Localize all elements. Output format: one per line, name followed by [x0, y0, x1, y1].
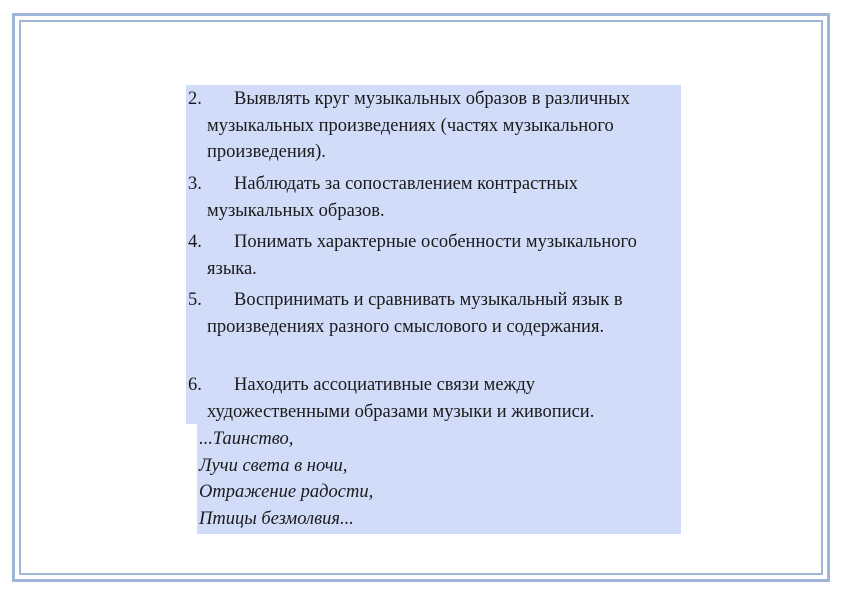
list-item-number: 5. — [188, 290, 202, 310]
list-item-text: Находить ассоциативные связи между художественными образами музыки и живописи. — [207, 375, 595, 422]
list-item-2 — [186, 86, 681, 166]
list-item-number: 2. — [188, 89, 202, 109]
poem-line: ...Таинство, — [199, 429, 294, 449]
list-item-6 — [186, 372, 681, 425]
list-item-text: Воспринимать и сравнивать музыкальный язык в произведениях разного смыслового и содержания. — [207, 290, 623, 337]
poem — [199, 426, 373, 532]
list-item-4 — [186, 229, 681, 282]
poem-line: Лучи света в ночи, — [199, 455, 348, 476]
list-item-5 — [186, 287, 681, 340]
list-item-number: 3. — [188, 174, 202, 194]
poem-line: Птицы безмолвия... — [199, 508, 354, 529]
list-item-3 — [186, 171, 681, 224]
list-item-text: Выявлять круг музыкальных образов в различных музыкальных произведениях (частях музыкального произведения). — [207, 89, 630, 162]
list-item-text: Наблюдать за сопоставлением контрастных музыкальных образов. — [207, 174, 579, 221]
poem-line: Отражение радости, — [199, 482, 374, 502]
list-item-text: Понимать характерные особенности музыкального языка. — [207, 232, 637, 279]
list-item-number: 6. — [188, 375, 202, 395]
list-item-number: 4. — [188, 232, 202, 252]
